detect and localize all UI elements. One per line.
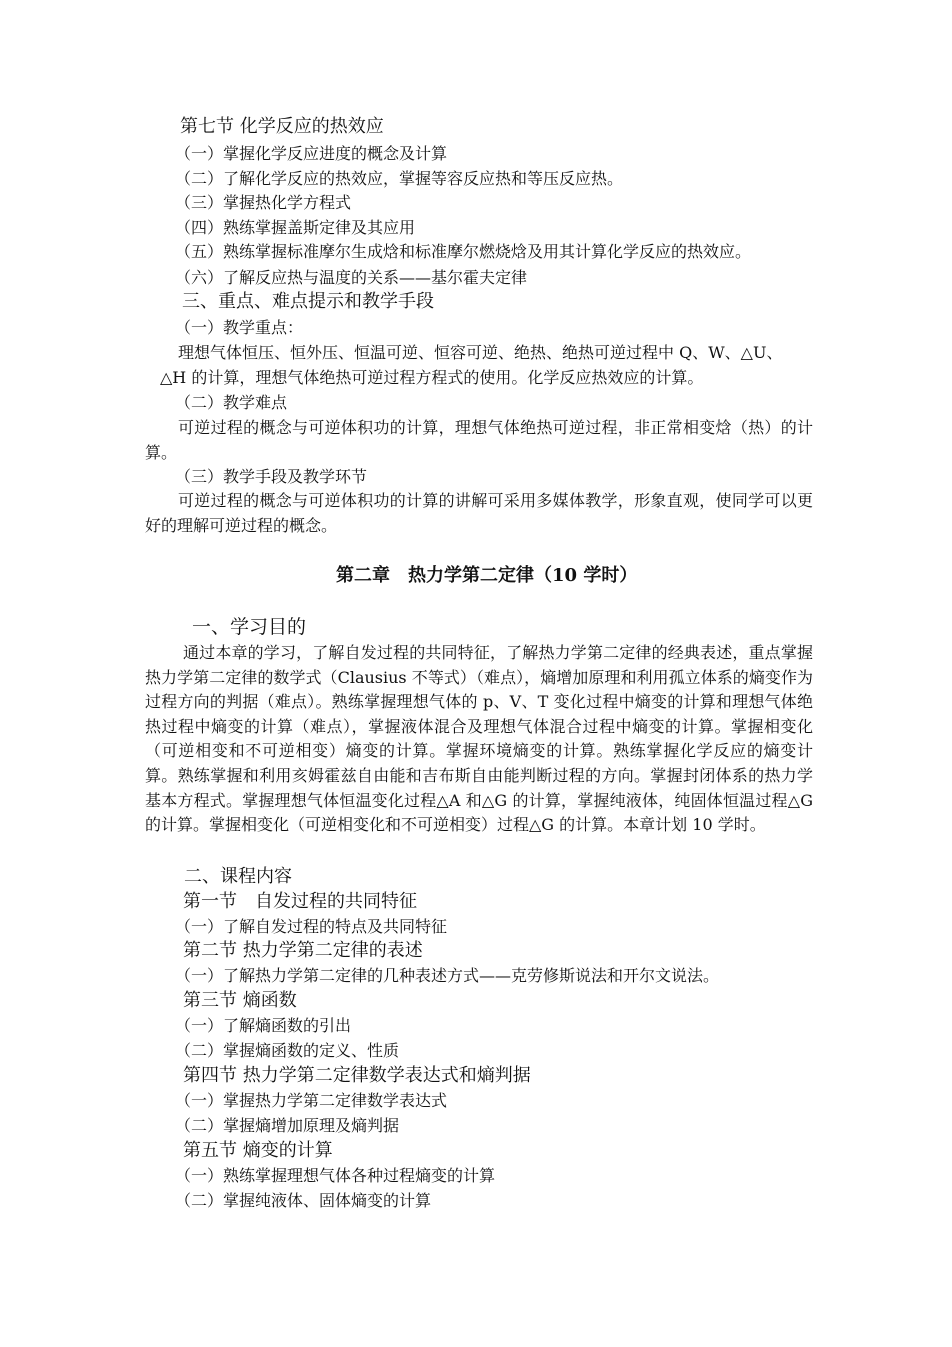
section-4-item-2: （二）掌握熵增加原理及熵判据 — [175, 1116, 400, 1135]
section-2-title: 第二节 热力学第二定律的表述 — [183, 940, 423, 961]
section-5-item-1: （一）熟练掌握理想气体各种过程熵变的计算 — [175, 1166, 496, 1185]
focus-subheading-1: （一）教学重点： — [175, 318, 304, 337]
section-4-item-1: （一）掌握热力学第二定律数学表达式 — [175, 1091, 448, 1110]
section-7-item-1: （一）掌握化学反应进度的概念及计算 — [175, 144, 448, 163]
section-3-title: 第三节 熵函数 — [183, 990, 297, 1011]
content-heading: 二、课程内容 — [184, 866, 292, 887]
chapter-title: 第二章 热力学第二定律（10 学时） — [336, 565, 638, 586]
section-1-item-1: （一）了解自发过程的特点及共同特征 — [175, 917, 448, 936]
focus-text-2: 可逆过程的概念与可逆体积功的计算，理想气体绝热可逆过程，非正常相变焓（热）的计算。 — [145, 418, 813, 462]
goal-heading: 一、学习目的 — [192, 616, 307, 638]
section-5-item-2: （二）掌握纯液体、固体熵变的计算 — [175, 1191, 432, 1210]
goal-paragraph: 通过本章的学习，了解自发过程的共同特征，了解热力学第二定律的经典表述，重点掌握热力学第二定律的数学式（Clausius 不等式）（难点），熵增加原理和利用孤立体系的熵变作为过程方向的判据（难点）。熟练掌握理想气体的 p、V、T 变化过程中熵变的计算和理想气体绝热过程中熵变的计算（难点），掌握液体混合及理想气体混合过程中熵变的计算。掌握相变化（可逆相变和不可逆相变）熵变的计算。掌握环境熵变的计算。熟练掌握化学反应的熵变计算。熟练掌握和利用亥姆霍兹自由能和吉布斯自由能判断过程的方向。掌握封闭体系的热力学基本方程式。掌握理想气体恒温变化过程△A 和△G 的计算，掌握纯液体，纯固体恒温过程△G 的计算。掌握相变化（可逆相变化和不可逆相变）过程△G 的计算。本章计划 10 学时。 — [145, 643, 813, 835]
focus-heading: 三、重点、难点提示和教学手段 — [182, 291, 434, 312]
section-3-item-1: （一）了解熵函数的引出 — [175, 1016, 352, 1035]
focus-text-1a: 理想气体恒压、恒外压、恒温可逆、恒容可逆、绝热、绝热可逆过程中 Q、W、△U、 — [178, 343, 783, 362]
focus-text-1b: △H 的计算，理想气体绝热可逆过程方程式的使用。化学反应热效应的计算。 — [160, 368, 704, 387]
section-7-item-5: （五）熟练掌握标准摩尔生成焓和标准摩尔燃烧焓及用其计算化学反应的热效应。 — [175, 242, 752, 261]
section-5-title: 第五节 熵变的计算 — [183, 1140, 333, 1161]
section-7-item-2: （二）了解化学反应的热效应，掌握等容反应热和等压反应热。 — [175, 169, 624, 188]
focus-text-3: 可逆过程的概念与可逆体积功的计算的讲解可采用多媒体教学，形象直观，使同学可以更好的理解可逆过程的概念。 — [145, 491, 813, 535]
section-4-title: 第四节 热力学第二定律数学表达式和熵判据 — [183, 1065, 531, 1086]
section-2-item-1: （一）了解热力学第二定律的几种表述方式——克劳修斯说法和开尔文说法。 — [175, 966, 720, 985]
section-7-item-4: （四）熟练掌握盖斯定律及其应用 — [175, 218, 416, 237]
section-7-title: 第七节 化学反应的热效应 — [180, 116, 384, 137]
section-1-title: 第一节 自发过程的共同特征 — [183, 891, 417, 912]
focus-subheading-2: （二）教学难点 — [175, 393, 288, 412]
focus-subheading-3: （三）教学手段及教学环节 — [175, 467, 368, 486]
section-7-item-3: （三）掌握热化学方程式 — [175, 193, 352, 212]
section-7-item-6: （六）了解反应热与温度的关系——基尔霍夫定律 — [175, 268, 528, 287]
section-3-item-2: （二）掌握熵函数的定义、性质 — [175, 1041, 400, 1060]
